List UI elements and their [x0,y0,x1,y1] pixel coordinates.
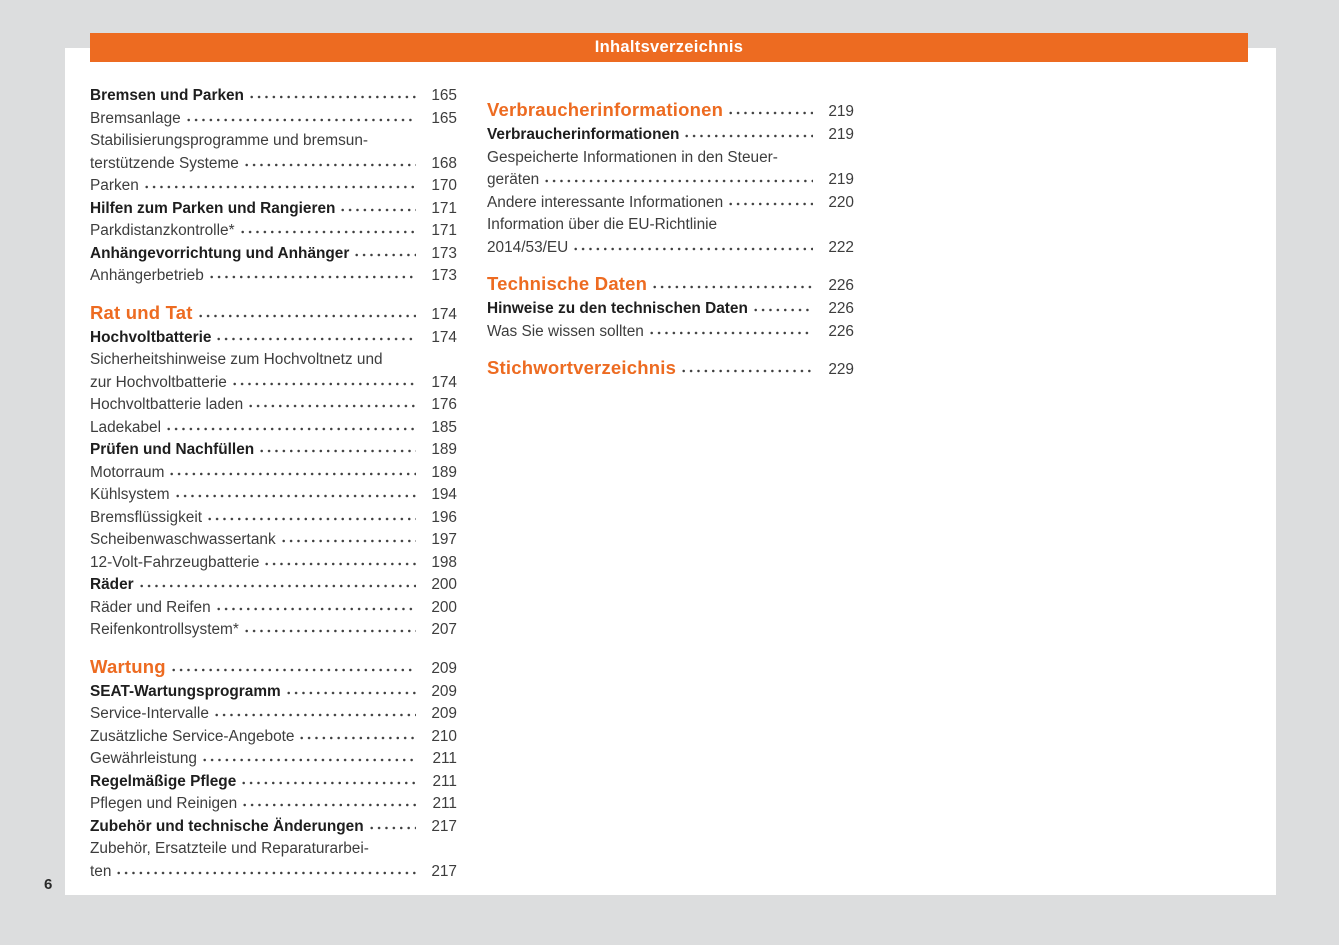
toc-entry-page: 174 [431,373,457,391]
dot-leader [231,382,416,386]
toc-entry-line [90,771,457,794]
toc-column-left [90,85,457,883]
toc-entry-label: Pflegen und Reinigen [90,795,238,812]
toc-entry-line [487,298,854,321]
page-title: Inhaltsverzeichnis [594,38,744,56]
toc-entry-line [487,237,854,260]
toc-entry[interactable] [90,300,457,327]
dot-leader [248,95,416,99]
toc-entry-page: 219 [828,103,854,120]
toc-entry[interactable] [90,748,457,771]
toc-entry-line [487,321,854,344]
toc-entry-page: 217 [431,862,457,880]
toc-entry[interactable] [487,321,854,344]
dot-leader [208,275,416,279]
toc-entry[interactable] [90,108,457,131]
toc-entry[interactable] [90,439,457,462]
toc-entry-page: 229 [828,361,854,378]
toc-entry-page: 189 [431,463,457,481]
toc-entry[interactable] [90,327,457,350]
toc-entry[interactable] [90,574,457,597]
dot-leader [165,427,416,431]
toc-entry-label: Verbraucherinformationen [487,126,680,143]
toc-entry-label: Zusätzliche Service-Angebote [90,727,295,745]
dot-leader [168,472,416,476]
toc-entry[interactable] [90,816,457,839]
toc-entry-label: 12-Volt-Fahrzeugbatterie [90,553,260,571]
page-number: 6 [44,876,53,893]
manual-page [65,38,1276,895]
toc-entry-label: Reifenkontrollsystem* [90,621,239,638]
toc-entry-label: SEAT-Wartungsprogramm [90,682,281,700]
toc-entry-page: 226 [828,300,854,317]
toc-entry-page: 185 [431,418,457,436]
toc-entry-page: 200 [431,576,457,593]
toc-entry[interactable] [90,130,457,175]
toc-entry-line [90,265,457,288]
toc-entry-page: 174 [431,328,457,346]
toc-entry-line [90,439,457,462]
toc-entry-label: Anhängevorrichtung und Anhänger [90,244,350,262]
toc-entry[interactable] [487,355,854,382]
toc-entry[interactable] [90,552,457,575]
dot-leader [174,494,416,498]
toc-entry[interactable] [90,265,457,288]
toc-entry-page: 211 [432,772,457,790]
dot-leader [572,247,813,251]
toc-entry-line [487,169,854,192]
toc-entry[interactable] [487,97,854,124]
toc-entry-label: Bremsflüssigkeit [90,508,203,526]
toc-entry-page: 194 [431,486,457,503]
toc-entry-line [90,574,457,597]
page-header-bar [90,33,1248,62]
dot-leader [263,562,416,566]
toc-entry-label: Parkdistanzkontrolle* [90,222,235,239]
dot-leader [353,253,416,257]
toc-entry-page: 207 [431,621,457,638]
toc-entry-line [90,597,457,620]
toc-entry[interactable] [90,681,457,704]
toc-entry-line [90,372,457,395]
toc-entry-label: Räder [90,576,134,593]
toc-entry-label: Scheibenwaschwassertank [90,531,276,548]
toc-entry-page: 200 [431,598,457,616]
toc-entry-label: Verbraucherinformationen [487,99,724,120]
toc-entry-label: Andere interessante Informationen [487,193,724,211]
toc-entry-page: 165 [431,87,457,104]
toc-entry-line [90,529,457,552]
toc-entry[interactable] [90,838,457,883]
toc-entry-line [90,619,457,642]
toc-entry-line [90,243,457,266]
dot-leader [280,539,416,543]
toc-entry-page: 209 [431,682,457,700]
toc-entry-page: 173 [431,244,457,262]
dot-leader [115,871,416,875]
toc-entry[interactable] [90,703,457,726]
toc-entry[interactable] [487,192,854,215]
toc-entry-line [90,153,457,176]
dot-leader [239,230,416,234]
toc-entry[interactable] [90,771,457,794]
dot-leader [143,185,416,189]
dot-leader [752,308,813,312]
toc-entry[interactable] [90,507,457,530]
toc-entry-line [90,108,457,131]
toc-entry-label: geräten [487,171,540,188]
toc-entry-page: 217 [431,817,457,835]
toc-entry[interactable] [90,417,457,440]
toc-entry-line [90,861,457,884]
toc-entry-label: Motorraum [90,463,165,481]
toc-entry-label-first-line: Stabilisierungsprogramme und bremsun- [90,132,369,149]
toc-entry-page: 168 [431,154,457,172]
toc-entry-line [90,417,457,440]
toc-entry-page: 209 [431,705,457,722]
toc-entry-label: Wartung [90,655,166,677]
toc-entry-line [90,552,457,575]
toc-entry-page: 165 [431,109,457,127]
dot-leader [213,713,416,717]
toc-entry-page: 226 [828,322,854,340]
toc-entry-page: 226 [828,277,854,294]
dot-leader [368,826,416,830]
dot-leader [339,208,416,212]
dot-leader [651,285,813,289]
toc-entry-label: Hilfen zum Parken und Rangieren [90,199,336,217]
toc-entry-label: terstützende Systeme [90,154,239,172]
toc-entry-label: Parken [90,177,139,194]
toc-entry[interactable] [90,349,457,394]
toc-entry-page: 189 [431,441,457,458]
toc-entry-line [90,507,457,530]
toc-entry-label-first-line: Sicherheitshinweise zum Hochvoltnetz und [90,351,383,368]
toc-entry[interactable] [90,243,457,266]
dot-leader [206,517,416,521]
toc-entry-label-first-line: Information über die EU-Richtlinie [487,216,718,233]
toc-entry[interactable] [90,462,457,485]
toc-entry[interactable] [90,529,457,552]
toc-entry-page: 209 [431,659,457,677]
toc-entry[interactable] [90,85,457,108]
toc-column-right [487,85,854,883]
toc-entry-line [90,654,457,681]
toc-entry-label: Bremsanlage [90,109,181,127]
toc-entry[interactable] [90,175,457,198]
dot-leader [247,404,416,408]
toc-entry-page: 196 [431,508,457,526]
toc-entry[interactable] [487,298,854,321]
dot-leader [241,803,416,807]
toc-entry-line [90,726,457,749]
toc-entry-line [90,175,457,198]
dot-leader [727,111,813,115]
toc-entry-line [487,355,854,382]
dot-leader [258,449,416,453]
toc-entry-line [487,97,854,124]
toc-entry[interactable] [90,198,457,221]
toc-entry-line [90,484,457,507]
toc-entry-line [90,703,457,726]
toc-entry-line [90,198,457,221]
toc-entry-page: 171 [431,199,457,217]
dot-leader [543,179,813,183]
toc-entry-page: 211 [432,750,457,767]
toc-entry-label: Räder und Reifen [90,598,211,616]
dot-leader [298,736,416,740]
toc-entry-label: Anhängerbetrieb [90,267,204,284]
toc-entry-line [90,681,457,704]
toc-entry[interactable] [90,394,457,417]
toc-entry[interactable] [487,147,854,192]
dot-leader [285,691,416,695]
toc-entry[interactable] [90,220,457,243]
toc-entry-line [90,394,457,417]
toc-entry-label: Zubehör und technische Änderungen [90,817,364,835]
toc-entry[interactable] [487,124,854,147]
toc-entry[interactable] [90,793,457,816]
toc-entry-label: Regelmäßige Pflege [90,772,237,790]
toc-entry-page: 197 [431,531,457,548]
toc-entry[interactable] [90,654,457,681]
toc-entry-label: Service-Intervalle [90,705,209,722]
toc-entry-label: Kühlsystem [90,486,170,503]
toc-entry-label: zur Hochvoltbatterie [90,373,227,391]
toc-entry-line [90,793,457,816]
toc-entry[interactable] [90,484,457,507]
dot-leader [243,629,416,633]
toc-columns [90,85,854,883]
toc-entry-line [90,327,457,350]
dot-leader [680,369,813,373]
toc-entry-line [90,462,457,485]
toc-entry-page: 211 [432,795,457,812]
toc-entry-page: 198 [431,553,457,571]
toc-entry-label: Hinweise zu den technischen Daten [487,300,748,317]
toc-entry-line [90,748,457,771]
toc-entry-label: Gewährleistung [90,750,197,767]
toc-entry-line [90,220,457,243]
toc-entry-label: Hochvoltbatterie [90,328,212,346]
dot-leader [243,163,416,167]
toc-entry-label-first-line: Gespeicherte Informationen in den Steuer- [487,148,778,166]
toc-entry-label: ten [90,862,112,880]
toc-entry-page: 222 [828,238,854,256]
toc-entry-label: 2014/53/EU [487,238,569,256]
dot-leader [215,607,416,611]
toc-entry-page: 210 [431,727,457,745]
dot-leader [240,781,416,785]
toc-entry[interactable] [90,726,457,749]
dot-leader [727,202,813,206]
toc-entry-page: 219 [828,171,854,188]
toc-entry-label-first-line: Zubehör, Ersatzteile und Reparaturarbei- [90,840,369,857]
toc-entry-label: Hochvoltbatterie laden [90,396,244,413]
toc-entry-label: Bremsen und Parken [90,87,244,104]
toc-entry[interactable] [487,214,854,259]
toc-entry-label: Ladekabel [90,418,162,436]
toc-entry-line [487,192,854,215]
toc-entry-page: 174 [431,305,457,323]
toc-entry-page: 176 [431,396,457,413]
toc-entry-page: 219 [828,126,854,143]
dot-leader [185,118,416,122]
toc-entry[interactable] [487,271,854,298]
toc-entry-line [487,124,854,147]
dot-leader [215,337,416,341]
toc-entry-label: Stichwortverzeichnis [487,357,677,378]
toc-entry-page: 220 [828,193,854,211]
toc-entry[interactable] [90,619,457,642]
dot-leader [648,331,813,335]
toc-entry-line [90,816,457,839]
dot-leader [197,314,416,318]
toc-entry-label: Prüfen und Nachfüllen [90,441,255,458]
toc-entry-label: Technische Daten [487,273,648,294]
dot-leader [201,758,416,762]
toc-entry-line [487,271,854,298]
toc-entry-page: 170 [431,177,457,194]
toc-entry-label: Rat und Tat [90,301,193,323]
toc-entry[interactable] [90,597,457,620]
toc-entry-page: 171 [431,222,457,239]
toc-entry-page: 173 [431,267,457,284]
dot-leader [138,584,416,588]
dot-leader [683,134,813,138]
toc-entry-line [90,300,457,327]
dot-leader [170,668,416,672]
toc-entry-label: Was Sie wissen sollten [487,322,644,340]
toc-entry-line [90,85,457,108]
